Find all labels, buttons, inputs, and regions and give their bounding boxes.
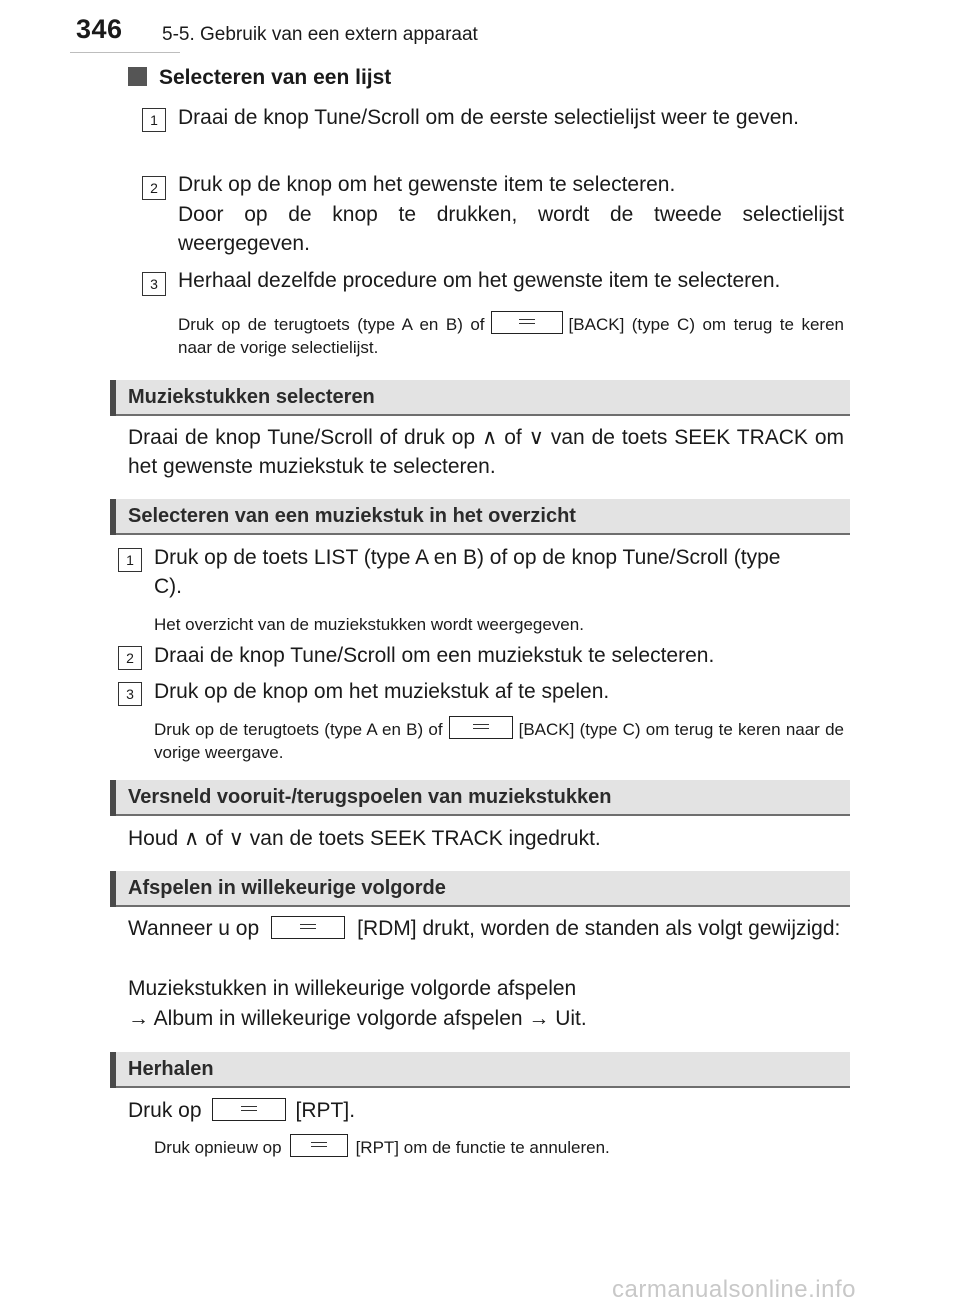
step-text: Druk op de knop om het muziekstuk af te spelen.	[154, 680, 610, 703]
body-text: Wanneer u op [RDM] drukt, worden de standen als volgt gewijzigd:	[128, 917, 841, 940]
section-title: Afspelen in willekeurige volgorde	[128, 877, 446, 899]
step-text: Druk op de knop om het gewenste item te selecteren.	[178, 173, 676, 196]
section-header	[110, 780, 850, 816]
rdm-button-icon	[271, 916, 345, 939]
section-accent-bar	[110, 380, 116, 416]
step-text: Door op de knop te drukken, wordt de tweede selectielijst weergegeven.	[178, 203, 844, 255]
back-button-icon	[449, 716, 513, 739]
body-text: → Album in willekeurige volgorde afspelen → Uit.	[128, 1007, 587, 1030]
note-text: Druk op de terugtoets (type A en B) of [BACK] (type C) om terug te keren naar de vorige selectielijst.	[178, 311, 844, 359]
body-text: Druk op [RPT].	[128, 1099, 356, 1122]
section-title: Muziekstukken selecteren	[128, 386, 375, 408]
step-number: 3	[142, 272, 166, 296]
note-text: Het overzicht van de muziekstukken wordt weergegeven.	[154, 615, 584, 634]
section-accent-bar	[110, 499, 116, 535]
square-bullet-icon	[128, 67, 147, 86]
step-text: Herhaal dezelfde procedure om het gewenste item te selecteren.	[178, 269, 781, 292]
step-text: Druk op de toets LIST (type A en B) of op de knop Tune/Scroll (type C).	[154, 546, 781, 598]
note-text: Druk op de terugtoets (type A en B) of [BACK] (type C) om terug te keren naar de vorige weergave.	[154, 716, 844, 764]
section-accent-bar	[110, 1052, 116, 1088]
rpt-button-icon	[290, 1134, 348, 1157]
section-header	[110, 380, 850, 416]
step-text: Draai de knop Tune/Scroll om een muziekstuk te selecteren.	[154, 644, 715, 667]
body-text: Houd ∧ of ∨ van de toets SEEK TRACK ingedrukt.	[128, 827, 601, 850]
section-header	[110, 499, 850, 535]
step-text: Draai de knop Tune/Scroll om de eerste selectielijst weer te geven.	[178, 106, 799, 129]
section-header	[110, 871, 850, 907]
rpt-button-icon	[212, 1098, 286, 1121]
header-rule	[70, 52, 180, 53]
step-number: 3	[118, 682, 142, 706]
section-title: Versneld vooruit-/terugspoelen van muziekstukken	[128, 786, 612, 808]
step-number: 2	[142, 176, 166, 200]
section-header	[110, 1052, 850, 1088]
body-text: Draai de knop Tune/Scroll of druk op ∧ of ∨ van de toets SEEK TRACK om het gewenste muziekstuk te selecteren.	[128, 426, 844, 478]
step-number: 1	[118, 548, 142, 572]
body-text: Muziekstukken in willekeurige volgorde afspelen	[128, 977, 577, 1000]
back-button-icon	[491, 311, 563, 334]
note-text: Druk opnieuw op [RPT] om de functie te annuleren.	[154, 1134, 844, 1159]
section-accent-bar	[110, 871, 116, 907]
page-number: 346	[76, 14, 123, 44]
step-number: 2	[118, 646, 142, 670]
chapter-title: 5-5. Gebruik van een extern apparaat	[162, 24, 478, 45]
step-number: 1	[142, 108, 166, 132]
subsection-heading: Selecteren van een lijst	[128, 66, 391, 90]
section-title: Herhalen	[128, 1058, 214, 1080]
section-accent-bar	[110, 780, 116, 816]
watermark: carmanualsonline.info	[612, 1276, 856, 1303]
section-title: Selecteren van een muziekstuk in het overzicht	[128, 505, 576, 527]
